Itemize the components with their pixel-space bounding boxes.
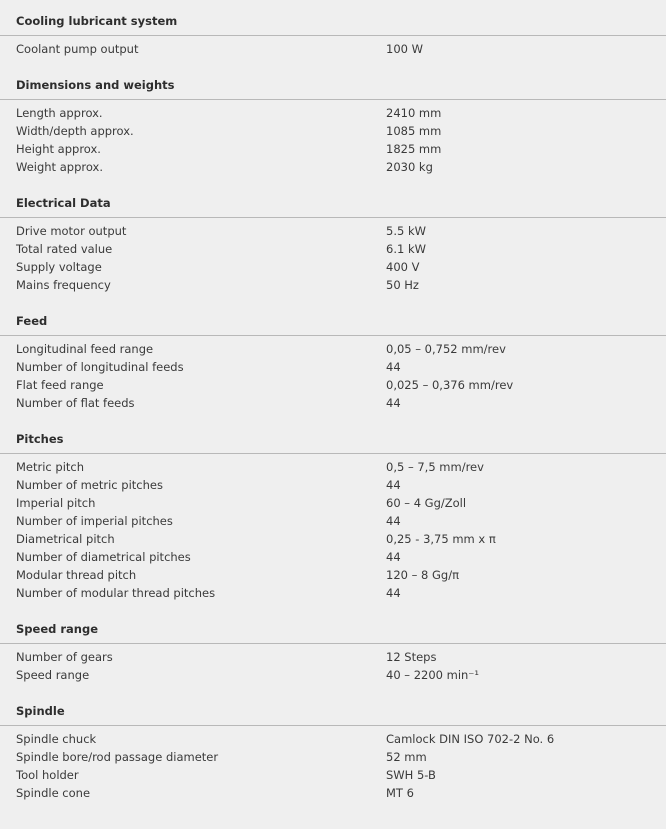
section-title: Pitches (0, 418, 666, 454)
spec-section (0, 300, 666, 418)
spec-row (0, 276, 666, 294)
section-title: Dimensions and weights (0, 64, 666, 100)
spec-value: 50 Hz (386, 278, 419, 292)
spec-row (0, 40, 666, 58)
spec-row (0, 648, 666, 666)
spec-label: Flat feed range (16, 378, 104, 392)
section-rows (0, 100, 666, 182)
spec-row (0, 340, 666, 358)
spec-label: Metric pitch (16, 460, 85, 474)
spec-row (0, 748, 666, 766)
section-title: Feed (0, 300, 666, 336)
spec-row (0, 158, 666, 176)
section-rows (0, 218, 666, 300)
section-rows (0, 454, 666, 608)
spec-value: MT 6 (386, 786, 414, 800)
spec-label: Modular thread pitch (16, 568, 137, 582)
spec-value: 40 – 2200 min⁻¹ (386, 668, 479, 682)
spec-value: 12 Steps (386, 650, 437, 664)
spec-row (0, 530, 666, 548)
spec-value: 44 (386, 396, 401, 410)
spec-label: Total rated value (16, 242, 113, 256)
spec-value: 1085 mm (386, 124, 442, 138)
spec-section (0, 0, 666, 64)
spec-value: 0,05 – 0,752 mm/rev (386, 342, 506, 356)
spec-row (0, 394, 666, 412)
spec-value: 60 – 4 Gg/Zoll (386, 496, 467, 510)
spec-label: Weight approx. (16, 160, 103, 174)
spec-section (0, 690, 666, 808)
spec-label: Tool holder (16, 768, 79, 782)
spec-row (0, 766, 666, 784)
spec-row (0, 376, 666, 394)
spec-row (0, 584, 666, 602)
spec-row (0, 140, 666, 158)
spec-value: 44 (386, 550, 401, 564)
spec-row (0, 666, 666, 684)
spec-row (0, 566, 666, 584)
spec-value: 2410 mm (386, 106, 442, 120)
spec-row (0, 122, 666, 140)
spec-row (0, 458, 666, 476)
section-rows (0, 726, 666, 808)
spec-value: 44 (386, 514, 401, 528)
spec-section (0, 418, 666, 608)
spec-label: Mains frequency (16, 278, 111, 292)
spec-label: Imperial pitch (16, 496, 96, 510)
spec-value: 2030 kg (386, 160, 433, 174)
spec-row (0, 104, 666, 122)
section-title: Speed range (0, 608, 666, 644)
spec-label: Spindle cone (16, 786, 91, 800)
spec-value: 5.5 kW (386, 224, 426, 238)
spec-label: Longitudinal feed range (16, 342, 154, 356)
spec-value: 44 (386, 360, 401, 374)
spec-label: Number of longitudinal feeds (16, 360, 184, 374)
spec-value: 0,5 – 7,5 mm/rev (386, 460, 484, 474)
spec-label: Number of metric pitches (16, 478, 163, 492)
spec-value: 44 (386, 478, 401, 492)
spec-row (0, 730, 666, 748)
spec-row (0, 258, 666, 276)
spec-value: 44 (386, 586, 401, 600)
spec-label: Speed range (16, 668, 90, 682)
spec-row (0, 512, 666, 530)
section-rows (0, 644, 666, 690)
spec-row (0, 494, 666, 512)
spec-section (0, 608, 666, 690)
spec-value: 120 – 8 Gg/π (386, 568, 459, 582)
section-rows (0, 336, 666, 418)
spec-label: Height approx. (16, 142, 101, 156)
spec-label: Number of gears (16, 650, 113, 664)
spec-label: Number of flat feeds (16, 396, 135, 410)
spec-value: 0,025 – 0,376 mm/rev (386, 378, 514, 392)
spec-label: Supply voltage (16, 260, 102, 274)
spec-section (0, 64, 666, 182)
spec-label: Number of imperial pitches (16, 514, 173, 528)
spec-section (0, 182, 666, 300)
spec-label: Spindle chuck (16, 732, 97, 746)
spec-row (0, 222, 666, 240)
spec-label: Length approx. (16, 106, 103, 120)
spec-value: SWH 5-B (386, 768, 436, 782)
spec-label: Diametrical pitch (16, 532, 115, 546)
spec-value: 100 W (386, 42, 423, 56)
spec-label: Width/depth approx. (16, 124, 134, 138)
spec-value: Camlock DIN ISO 702-2 No. 6 (386, 732, 555, 746)
section-title: Cooling lubricant system (0, 0, 666, 36)
section-title: Electrical Data (0, 182, 666, 218)
spec-label: Coolant pump output (16, 42, 139, 56)
spec-row (0, 476, 666, 494)
spec-value: 6.1 kW (386, 242, 426, 256)
spec-row (0, 240, 666, 258)
section-rows (0, 36, 666, 64)
spec-value: 1825 mm (386, 142, 442, 156)
spec-row (0, 784, 666, 802)
spec-value: 0,25 - 3,75 mm x π (386, 532, 496, 546)
spec-label: Drive motor output (16, 224, 127, 238)
spec-row (0, 548, 666, 566)
spec-label: Number of modular thread pitches (16, 586, 216, 600)
spec-value: 52 mm (386, 750, 427, 764)
section-title: Spindle (0, 690, 666, 726)
spec-label: Spindle bore/rod passage diameter (16, 750, 219, 764)
spec-label: Number of diametrical pitches (16, 550, 191, 564)
spec-value: 400 V (386, 260, 420, 274)
spec-row (0, 358, 666, 376)
